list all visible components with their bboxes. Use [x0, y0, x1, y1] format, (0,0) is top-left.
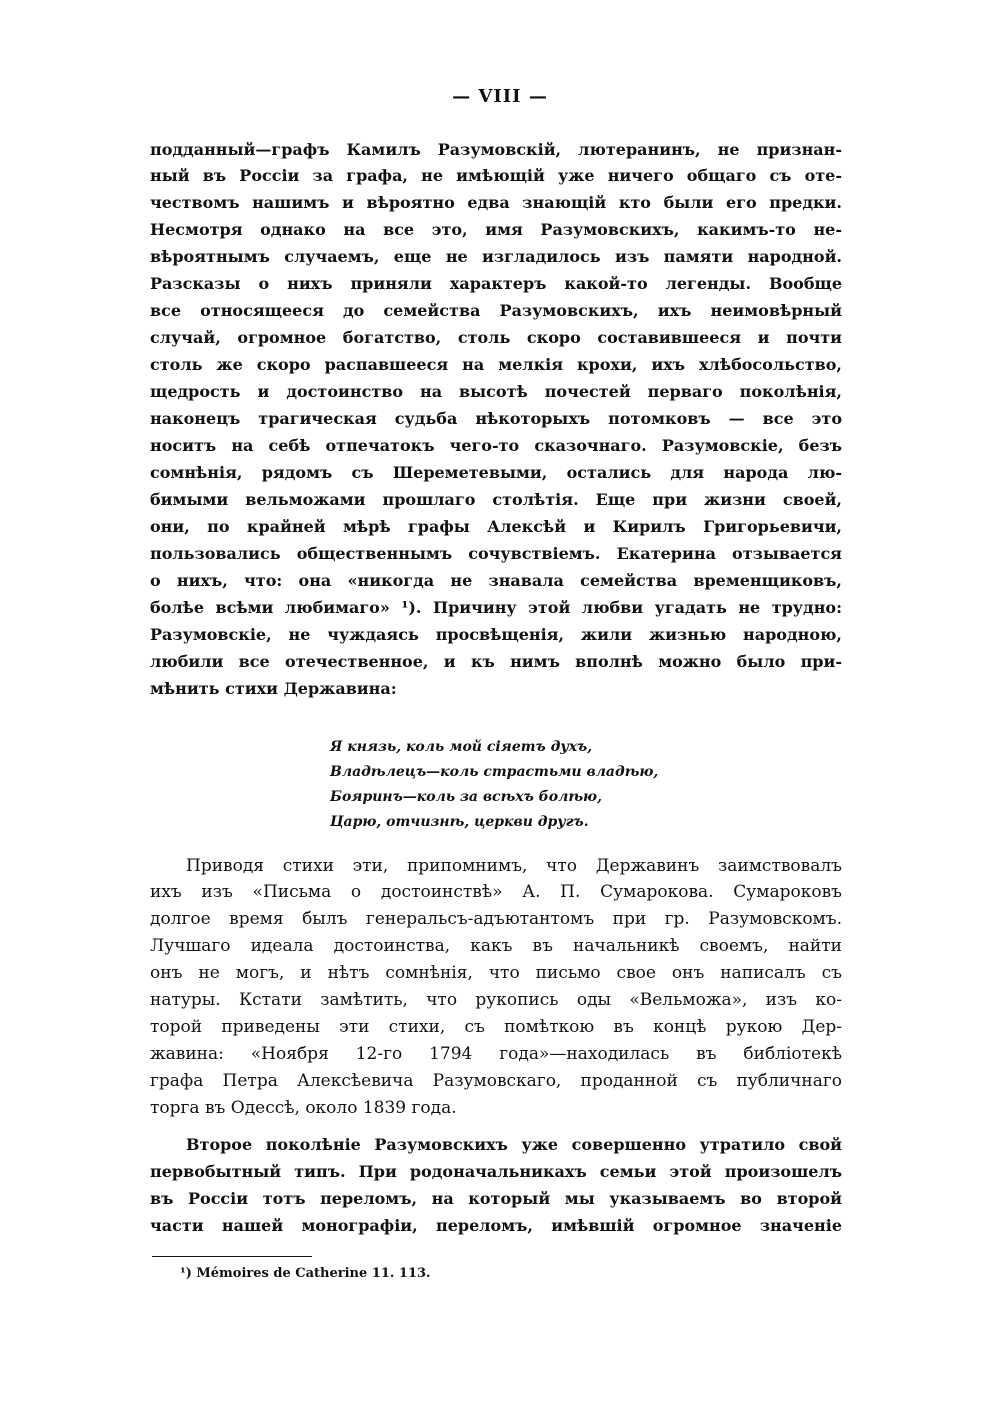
text-line: жавина: «Ноября 12-го 1794 года»—находилась въ библіотекѣ — [150, 1044, 842, 1064]
text-line: ный въ Россіи за графа, не имѣющій уже ничего общаго съ оте- — [150, 166, 842, 185]
text-line: наконецъ трагическая судьба нѣкоторыхъ потомковъ — все это — [150, 409, 842, 428]
text-line: Разумовскіе, не чуждаясь просвѣщенія, жили жизнью народною, — [150, 625, 842, 644]
text-line: мѣнить стихи Державина: — [150, 679, 397, 698]
text-line: торга въ Одессѣ, около 1839 года. — [150, 1098, 457, 1118]
text-line: ихъ изъ «Письма о достоинствѣ» А. П. Сумарокова. Сумароковъ — [150, 882, 842, 902]
text-line: пользовались общественнымъ сочувствіемъ. Екатерина отзывается — [150, 544, 842, 563]
poem-line: Владѣлецъ—коль страстьми владѣю, — [330, 764, 659, 780]
text-line: торой приведены эти стихи, съ помѣткою въ концѣ рукою Дер- — [150, 1017, 842, 1037]
text-line: натуры. Кстати замѣтить, что рукопись оды «Вельможа», изъ ко- — [150, 990, 842, 1010]
text-line: графа Петра Алексѣевича Разумовскаго, проданной съ публичнаго — [150, 1071, 842, 1091]
text-line: подданный—графъ Камилъ Разумовскій, лютеранинъ, не признан- — [150, 140, 842, 159]
text-line: Несмотря однако на все это, имя Разумовскихъ, какимъ-то не- — [150, 220, 842, 239]
text-line: любили все отечественное, и къ нимъ вполнѣ можно было при- — [150, 652, 842, 671]
text-line: сомнѣнія, рядомъ съ Шереметевыми, остались для народа лю- — [150, 463, 842, 482]
text-line: случай, огромное богатство, столь скоро составившееся и почти — [150, 328, 842, 347]
text-line: Разсказы о нихъ приняли характеръ какой-то легенды. Вообще — [150, 274, 842, 293]
text-line: Второе поколѣніе Разумовскихъ уже совершенно утратило свой — [186, 1135, 842, 1154]
text-line: онъ не могъ, и нѣтъ сомнѣнія, что письмо свое онъ написалъ съ — [150, 963, 842, 983]
text-line: они, по крайней мѣрѣ графы Алексѣй и Кирилъ Григорьевичи, — [150, 517, 842, 536]
text-line: бимыми вельможами прошлаго столѣтія. Еще при жизни своей, — [150, 490, 842, 509]
text-line: Лучшаго идеала достоинства, какъ въ начальникѣ своемъ, найти — [150, 936, 842, 956]
text-line: долгое время былъ генеральсъ-адъютантомъ при гр. Разумовскомъ. — [150, 909, 842, 929]
text-line: все относящееся до семейства Разумовскихъ, ихъ неимовѣрный — [150, 301, 842, 320]
text-line: столь же скоро распавшееся на мелкія крохи, ихъ хлѣбосольство, — [150, 355, 842, 374]
text-line: о нихъ, что: она «никогда не знавала семейства временщиковъ, — [150, 571, 842, 590]
text-line: въ Россіи тотъ переломъ, на который мы указываемъ во второй — [150, 1189, 842, 1208]
text-line: вѣроятнымъ случаемъ, еще не изгладилось изъ памяти народной. — [150, 247, 842, 266]
text-line: Приводя стихи эти, припомнимъ, что Державинъ заимствовалъ — [186, 856, 842, 876]
poem-line: Царю, отчизнѣ, церкви другъ. — [330, 814, 589, 830]
text-line: носитъ на себѣ отпечатокъ чего-то сказочнаго. Разумовскіе, безъ — [150, 436, 842, 455]
text-line: болѣе всѣми любимаго» ¹). Причину этой любви угадать не трудно: — [150, 598, 842, 617]
footnote-divider — [152, 1256, 312, 1257]
text-line: щедрость и достоинство на высотѣ почестей перваго поколѣнія, — [150, 382, 842, 401]
text-line: первобытный типъ. При родоначальникахъ семьи этой произошелъ — [150, 1162, 842, 1181]
footnote: ¹) Mémoires de Catherine 11. 113. — [180, 1266, 431, 1281]
poem-line: Я князь, коль мой сіяетъ духъ, — [330, 739, 593, 755]
text-line: чествомъ нашимъ и вѣроятно едва знающій кто были его предки. — [150, 193, 842, 212]
poem-line: Бояринъ—коль за всѣхъ болѣю, — [330, 789, 602, 805]
text-line: части нашей монографіи, переломъ, имѣвшій огромное значеніе — [150, 1216, 842, 1235]
page-number-header: — VIII — — [452, 86, 548, 107]
